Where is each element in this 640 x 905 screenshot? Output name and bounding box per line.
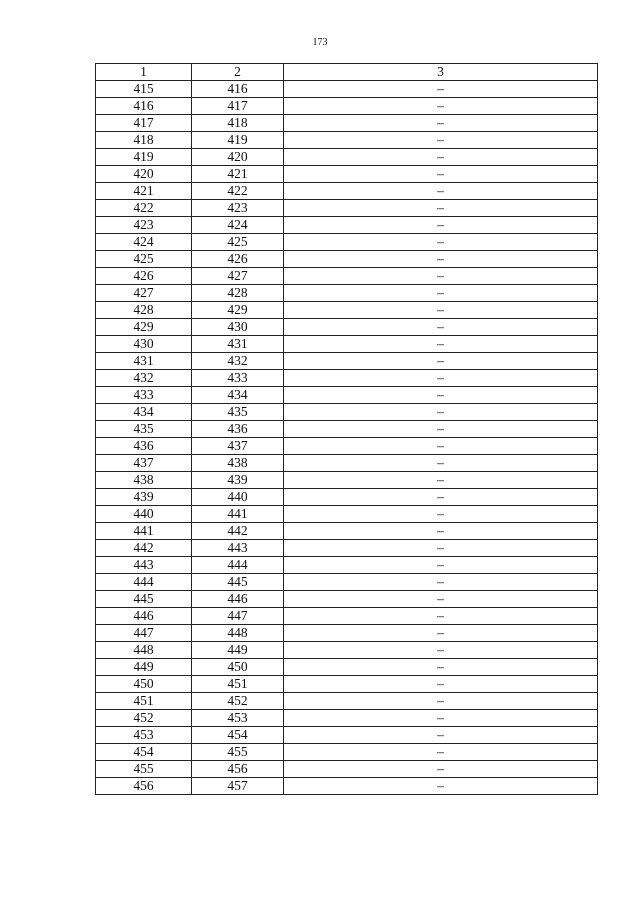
table-row: [96, 251, 598, 268]
table-cell-col-3: –: [284, 200, 598, 217]
table-cell-col-2: 428: [192, 285, 284, 302]
table-cell-col-1: 442: [96, 540, 192, 557]
table-cell-col-2: 443: [192, 540, 284, 557]
table-row: [96, 523, 598, 540]
table-cell-col-2: 416: [192, 81, 284, 98]
table-cell-col-3: –: [284, 761, 598, 778]
table-row: [96, 455, 598, 472]
table-cell-col-3: –: [284, 557, 598, 574]
table-cell-col-1: 423: [96, 217, 192, 234]
table-row: [96, 676, 598, 693]
table-row: [96, 336, 598, 353]
table-row: [96, 574, 598, 591]
table-cell-col-2: 438: [192, 455, 284, 472]
table-cell-col-3: –: [284, 625, 598, 642]
table-cell-col-2: 420: [192, 149, 284, 166]
table-cell-col-2: 421: [192, 166, 284, 183]
table-cell-col-1: 456: [96, 778, 192, 795]
table-cell-col-3: –: [284, 727, 598, 744]
table-cell-col-3: –: [284, 285, 598, 302]
table-row: [96, 642, 598, 659]
table-cell-col-2: 455: [192, 744, 284, 761]
table-cell-col-3: –: [284, 183, 598, 200]
column-header-2: 2: [192, 64, 284, 81]
table-row: [96, 591, 598, 608]
table-cell-col-3: –: [284, 506, 598, 523]
table-cell-col-2: 432: [192, 353, 284, 370]
table-cell-col-2: 425: [192, 234, 284, 251]
table-cell-col-2: 456: [192, 761, 284, 778]
table-cell-col-1: 441: [96, 523, 192, 540]
table-cell-col-1: 421: [96, 183, 192, 200]
table-cell-col-2: 436: [192, 421, 284, 438]
table-cell-col-3: –: [284, 489, 598, 506]
table-cell-col-1: 436: [96, 438, 192, 455]
table-cell-col-1: 439: [96, 489, 192, 506]
table-cell-col-2: 442: [192, 523, 284, 540]
table-row: [96, 761, 598, 778]
table-cell-col-1: 454: [96, 744, 192, 761]
column-header-1: 1: [96, 64, 192, 81]
table-cell-col-3: –: [284, 659, 598, 676]
table-cell-col-2: 437: [192, 438, 284, 455]
table-cell-col-1: 426: [96, 268, 192, 285]
table-cell-col-1: 415: [96, 81, 192, 98]
table-cell-col-3: –: [284, 166, 598, 183]
table-cell-col-3: –: [284, 98, 598, 115]
table-cell-col-2: 453: [192, 710, 284, 727]
table-cell-col-3: –: [284, 319, 598, 336]
table-cell-col-1: 447: [96, 625, 192, 642]
table-row: [96, 234, 598, 251]
table-cell-col-3: –: [284, 642, 598, 659]
table-cell-col-1: 450: [96, 676, 192, 693]
table-cell-col-1: 453: [96, 727, 192, 744]
table-cell-col-1: 451: [96, 693, 192, 710]
table-cell-col-3: –: [284, 217, 598, 234]
table-cell-col-3: –: [284, 693, 598, 710]
table-row: [96, 693, 598, 710]
table-row: [96, 557, 598, 574]
table-cell-col-2: 429: [192, 302, 284, 319]
table-cell-col-1: 448: [96, 642, 192, 659]
table-cell-col-1: 452: [96, 710, 192, 727]
table-cell-col-1: 420: [96, 166, 192, 183]
table-cell-col-2: 418: [192, 115, 284, 132]
table-cell-col-1: 429: [96, 319, 192, 336]
table-cell-col-1: 449: [96, 659, 192, 676]
table-cell-col-1: 428: [96, 302, 192, 319]
table-cell-col-1: 430: [96, 336, 192, 353]
table-cell-col-3: –: [284, 455, 598, 472]
table-cell-col-2: 434: [192, 387, 284, 404]
header-row: [96, 64, 598, 81]
table-cell-col-1: 444: [96, 574, 192, 591]
table-cell-col-1: 425: [96, 251, 192, 268]
table-cell-col-2: 427: [192, 268, 284, 285]
table-cell-col-3: –: [284, 421, 598, 438]
table-cell-col-2: 450: [192, 659, 284, 676]
table-cell-col-2: 440: [192, 489, 284, 506]
table-cell-col-3: –: [284, 81, 598, 98]
table-row: [96, 744, 598, 761]
table-cell-col-3: –: [284, 574, 598, 591]
table-cell-col-2: 435: [192, 404, 284, 421]
table-row: [96, 302, 598, 319]
table-cell-col-1: 440: [96, 506, 192, 523]
table-cell-col-3: –: [284, 132, 598, 149]
table-cell-col-3: –: [284, 438, 598, 455]
table-row: [96, 778, 598, 795]
table-cell-col-2: 430: [192, 319, 284, 336]
table-row: [96, 217, 598, 234]
table-cell-col-2: 426: [192, 251, 284, 268]
table-cell-col-3: –: [284, 778, 598, 795]
table-row: [96, 370, 598, 387]
table-cell-col-3: –: [284, 387, 598, 404]
table-cell-col-1: 422: [96, 200, 192, 217]
table-cell-col-3: –: [284, 251, 598, 268]
table-cell-col-3: –: [284, 676, 598, 693]
table-cell-col-2: 441: [192, 506, 284, 523]
table-cell-col-1: 432: [96, 370, 192, 387]
table-cell-col-2: 457: [192, 778, 284, 795]
table-cell-col-1: 437: [96, 455, 192, 472]
table-cell-col-1: 455: [96, 761, 192, 778]
table-cell-col-3: –: [284, 336, 598, 353]
table-row: [96, 149, 598, 166]
table-cell-col-2: 422: [192, 183, 284, 200]
table-cell-col-3: –: [284, 523, 598, 540]
table-cell-col-3: –: [284, 302, 598, 319]
table-cell-col-3: –: [284, 710, 598, 727]
table-cell-col-1: 433: [96, 387, 192, 404]
table-row: [96, 438, 598, 455]
table-cell-col-1: 438: [96, 472, 192, 489]
table-cell-col-2: 446: [192, 591, 284, 608]
table-cell-col-1: 431: [96, 353, 192, 370]
table-cell-col-3: –: [284, 404, 598, 421]
table-row: [96, 472, 598, 489]
table-cell-col-1: 446: [96, 608, 192, 625]
table-row: [96, 489, 598, 506]
table-cell-col-1: 418: [96, 132, 192, 149]
table-cell-col-3: –: [284, 353, 598, 370]
table-cell-col-3: –: [284, 608, 598, 625]
table-row: [96, 421, 598, 438]
table-cell-col-2: 444: [192, 557, 284, 574]
table-cell-col-2: 454: [192, 727, 284, 744]
table-row: [96, 183, 598, 200]
table-cell-col-2: 451: [192, 676, 284, 693]
table-row: [96, 727, 598, 744]
table-cell-col-3: –: [284, 115, 598, 132]
table-row: [96, 404, 598, 421]
table-row: [96, 353, 598, 370]
table-cell-col-3: –: [284, 540, 598, 557]
table-cell-col-1: 427: [96, 285, 192, 302]
table-row: [96, 268, 598, 285]
table-row: [96, 540, 598, 557]
table-cell-col-2: 449: [192, 642, 284, 659]
table-cell-col-1: 416: [96, 98, 192, 115]
table-row: [96, 710, 598, 727]
table-cell-col-2: 419: [192, 132, 284, 149]
table-row: [96, 625, 598, 642]
data-table: [95, 63, 598, 795]
column-header-3: 3: [284, 64, 598, 81]
table-cell-col-1: 419: [96, 149, 192, 166]
table-cell-col-2: 447: [192, 608, 284, 625]
table-row: [96, 200, 598, 217]
table-row: [96, 285, 598, 302]
table-cell-col-2: 433: [192, 370, 284, 387]
table-cell-col-2: 445: [192, 574, 284, 591]
table-cell-col-3: –: [284, 370, 598, 387]
table-row: [96, 98, 598, 115]
table-cell-col-3: –: [284, 268, 598, 285]
table-cell-col-3: –: [284, 234, 598, 251]
table-row: [96, 115, 598, 132]
table-cell-col-2: 423: [192, 200, 284, 217]
table-row: [96, 132, 598, 149]
table-row: [96, 659, 598, 676]
table-cell-col-2: 452: [192, 693, 284, 710]
table-cell-col-2: 417: [192, 98, 284, 115]
table-cell-col-3: –: [284, 744, 598, 761]
table-row: [96, 319, 598, 336]
table-cell-col-2: 448: [192, 625, 284, 642]
table-cell-col-2: 431: [192, 336, 284, 353]
table-cell-col-1: 445: [96, 591, 192, 608]
table-cell-col-1: 435: [96, 421, 192, 438]
table-cell-col-1: 417: [96, 115, 192, 132]
table-cell-col-3: –: [284, 591, 598, 608]
table-row: [96, 387, 598, 404]
table-cell-col-2: 424: [192, 217, 284, 234]
table-body: [96, 81, 598, 795]
table-row: [96, 81, 598, 98]
table-cell-col-1: 424: [96, 234, 192, 251]
table-row: [96, 506, 598, 523]
table-header: [96, 64, 598, 81]
table-cell-col-3: –: [284, 149, 598, 166]
table-row: [96, 166, 598, 183]
table-cell-col-2: 439: [192, 472, 284, 489]
table-cell-col-3: –: [284, 472, 598, 489]
table-cell-col-1: 443: [96, 557, 192, 574]
page-number: 173: [312, 37, 328, 48]
table-row: [96, 608, 598, 625]
table-cell-col-1: 434: [96, 404, 192, 421]
